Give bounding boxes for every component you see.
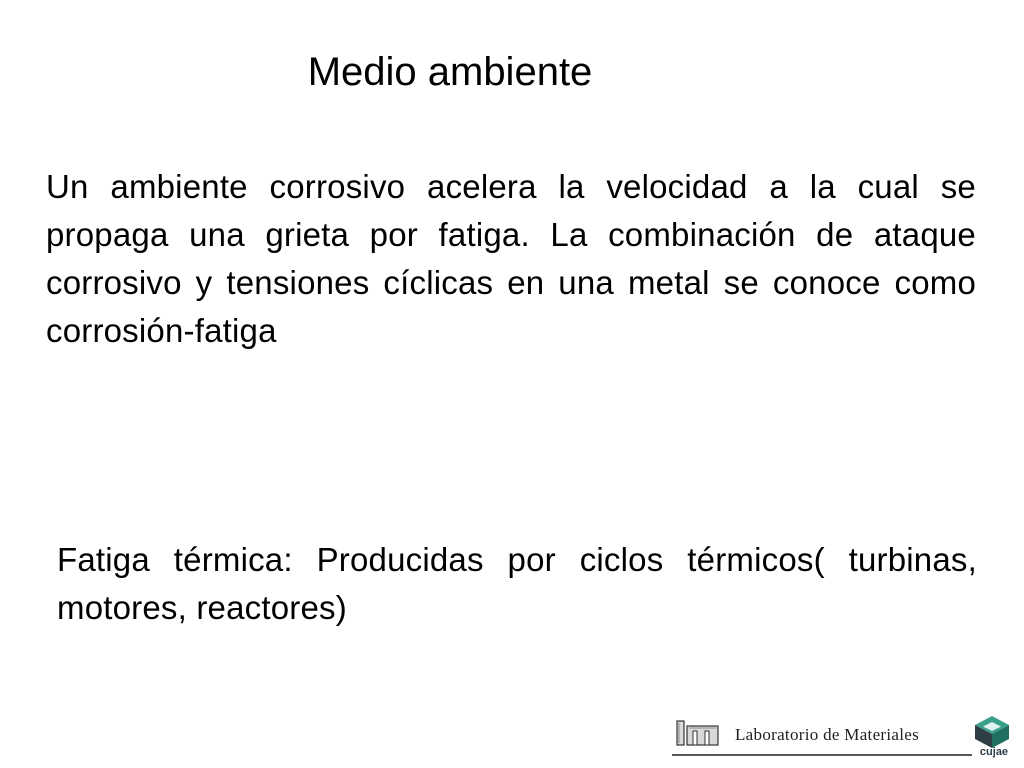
cujae-logo-icon	[972, 714, 1012, 750]
slide-title: Medio ambiente	[307, 50, 593, 94]
paragraph-thermal-fatigue: Fatiga térmica: Producidas por ciclos térmicos( turbinas, motores, reactores)	[57, 541, 977, 626]
footer-divider	[672, 754, 972, 756]
laboratory-logo-icon	[676, 718, 720, 748]
footer-branding	[672, 712, 1018, 762]
laboratory-name: Laboratorio de Materiales	[735, 725, 920, 744]
cujae-wordmark: cujae	[979, 746, 1009, 758]
paragraph-corrosion-fatigue: Un ambiente corrosivo acelera la velocidad a la cual se propaga una grieta por fatiga. La combinación de ataque corrosivo y tensiones cíclicas en una metal se conoce como corrosión-fatiga	[46, 168, 976, 349]
